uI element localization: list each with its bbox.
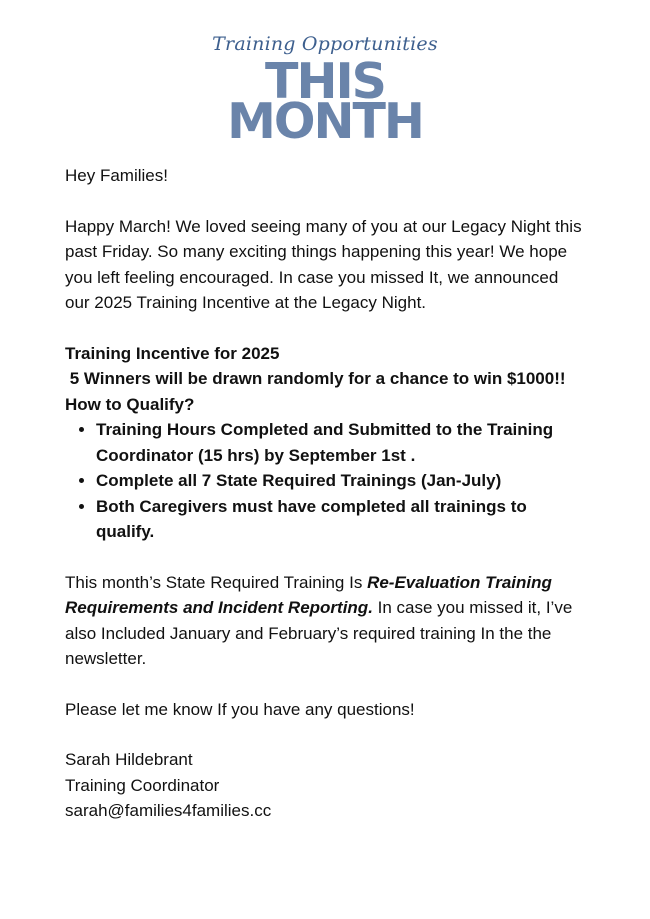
header-subtitle: Training Opportunities bbox=[212, 33, 438, 55]
signature-role: Training Coordinator bbox=[65, 775, 220, 795]
list-item: • Training Hours Completed and Submitted to the Training Coordinator (15 hrs) by September 1st . bbox=[96, 417, 585, 468]
training-rest: In case you missed it, I’ve also Included January and February’s required training In the the newsletter. bbox=[65, 598, 573, 668]
letter-body bbox=[65, 163, 585, 824]
qualify-heading: How to Qualify? bbox=[65, 394, 195, 414]
signature-name: Sarah Hildebrant bbox=[65, 750, 193, 769]
signature bbox=[65, 747, 585, 824]
intro-paragraph: Happy March! We loved seeing many of you at our Legacy Night this past Friday. So many exciting things happening this year! We hope you left feeling encouraged. In case you missed It, we announced our 2025 Training Incentive at the Legacy Night. bbox=[65, 216, 582, 312]
training-title: Re-Evaluation Training Requirements and Incident Reporting. bbox=[65, 572, 552, 617]
list-item: • Complete all 7 State Required Trainings (Jan-July) bbox=[96, 468, 585, 494]
signature-email: sarah@families4families.cc bbox=[65, 801, 272, 820]
requirements-list bbox=[65, 417, 585, 545]
list-item: • Both Caregivers must have completed all trainings to qualify. bbox=[96, 494, 585, 545]
header-title-line-2: MONTH bbox=[227, 93, 423, 150]
header-title-line-1: THIS bbox=[265, 53, 385, 110]
incentive-heading: Training Incentive for 2025 bbox=[65, 343, 280, 363]
closing-line: Please let me know If you have any questions! bbox=[65, 699, 415, 719]
newsletter-header bbox=[0, 30, 650, 150]
greeting: Hey Families! bbox=[65, 166, 168, 185]
training-paragraph bbox=[65, 570, 585, 672]
incentive-winners: 5 Winners will be drawn randomly for a chance to win $1000!! bbox=[65, 369, 566, 388]
training-lead: This month’s State Required Training Is bbox=[65, 572, 368, 592]
